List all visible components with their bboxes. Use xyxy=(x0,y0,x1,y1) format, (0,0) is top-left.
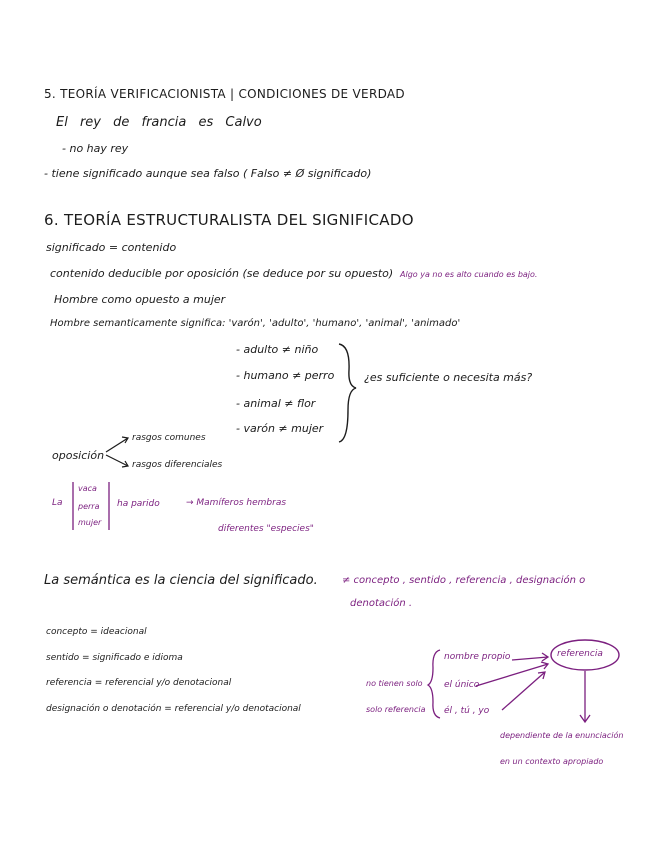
oposicion-label: oposición xyxy=(52,449,105,462)
oposicion-arrow-down xyxy=(106,455,128,466)
diagram-referencia: referencia xyxy=(557,649,603,659)
diagram-arrow-2 xyxy=(476,664,548,686)
diagram-item-el-unico: el único xyxy=(444,680,480,690)
sec6-line-1: significado = contenido xyxy=(46,241,177,254)
section-6-title: 6. TEORÍA ESTRUCTURALISTA DEL SIGNIFICADO xyxy=(44,211,414,229)
section-5-note-2: - tiene significado aunque sea falso ( Falso ≠ Ø significado) xyxy=(44,167,372,180)
purple-diferentes: diferentes "especies" xyxy=(218,524,314,534)
purple-word-perra: perra xyxy=(78,502,100,511)
diagram-bottom-1: dependiente de la enunciación xyxy=(500,731,624,740)
diagram-item-pronouns: él , tú , yo xyxy=(444,706,490,716)
purple-ha-parido: ha parido xyxy=(117,499,160,509)
opposition-3: - animal ≠ flor xyxy=(236,397,316,410)
def-designacion: designación o denotación = referencial y/o denotacional xyxy=(46,704,301,714)
diagram-item-nombre-propio: nombre propio xyxy=(444,652,511,662)
def-sentido: sentido = significado e idioma xyxy=(46,653,183,663)
oposicion-arrow-up xyxy=(106,438,128,452)
opposition-2: - humano ≠ perro xyxy=(236,369,335,382)
opposition-1: - adulto ≠ niño xyxy=(236,343,319,356)
def-referencia: referencia = referencial y/o denotacional xyxy=(46,678,232,688)
diagram-brace xyxy=(428,650,440,718)
diagram-arrow-1 xyxy=(512,657,548,660)
diagram-left-2: solo referencia xyxy=(366,705,426,714)
purple-la: La xyxy=(52,498,63,508)
purple-mamiferos: → Mamíferos hembras xyxy=(186,498,287,508)
sec6-line-2-purple: Algo ya no es alto cuando es bajo. xyxy=(400,270,538,279)
opposition-4: - varón ≠ mujer xyxy=(236,422,324,435)
rasgos-diferenciales: rasgos diferenciales xyxy=(132,460,223,470)
section-5-note-1: - no hay rey xyxy=(62,142,129,155)
purple-word-vaca: vaca xyxy=(78,484,97,493)
diagram-arrow-3 xyxy=(502,672,545,710)
opposition-brace xyxy=(339,344,356,442)
referencia-circle xyxy=(551,640,619,670)
semantics-definition: La semántica es la ciencia del significado. xyxy=(44,573,318,588)
purple-word-mujer: mujer xyxy=(78,518,102,527)
rasgos-comunes: rasgos comunes xyxy=(132,433,206,443)
sec6-line-2: contenido deducible por oposición (se deduce por su opuesto) xyxy=(50,267,394,280)
semantics-purple-note: ≠ concepto , sentido , referencia , designación o xyxy=(342,575,586,586)
section-5-example: El rey de francia es Calvo xyxy=(56,115,262,130)
diagram-left-1: no tienen solo xyxy=(366,679,423,688)
sec6-line-3: Hombre como opuesto a mujer xyxy=(54,293,226,306)
sec6-line-4: Hombre semanticamente significa: 'varón', 'adulto', 'humano', 'animal', 'animado' xyxy=(50,318,461,329)
def-concepto: concepto = ideacional xyxy=(46,627,147,637)
sufficiency-question: ¿es suficiente o necesita más? xyxy=(364,371,533,384)
diagram-bottom-2: en un contexto apropiado xyxy=(500,757,604,766)
section-5-title: 5. TEORÍA VERIFICACIONISTA | CONDICIONES DE VERDAD xyxy=(44,87,405,101)
semantics-purple-note-2: denotación . xyxy=(350,598,413,609)
